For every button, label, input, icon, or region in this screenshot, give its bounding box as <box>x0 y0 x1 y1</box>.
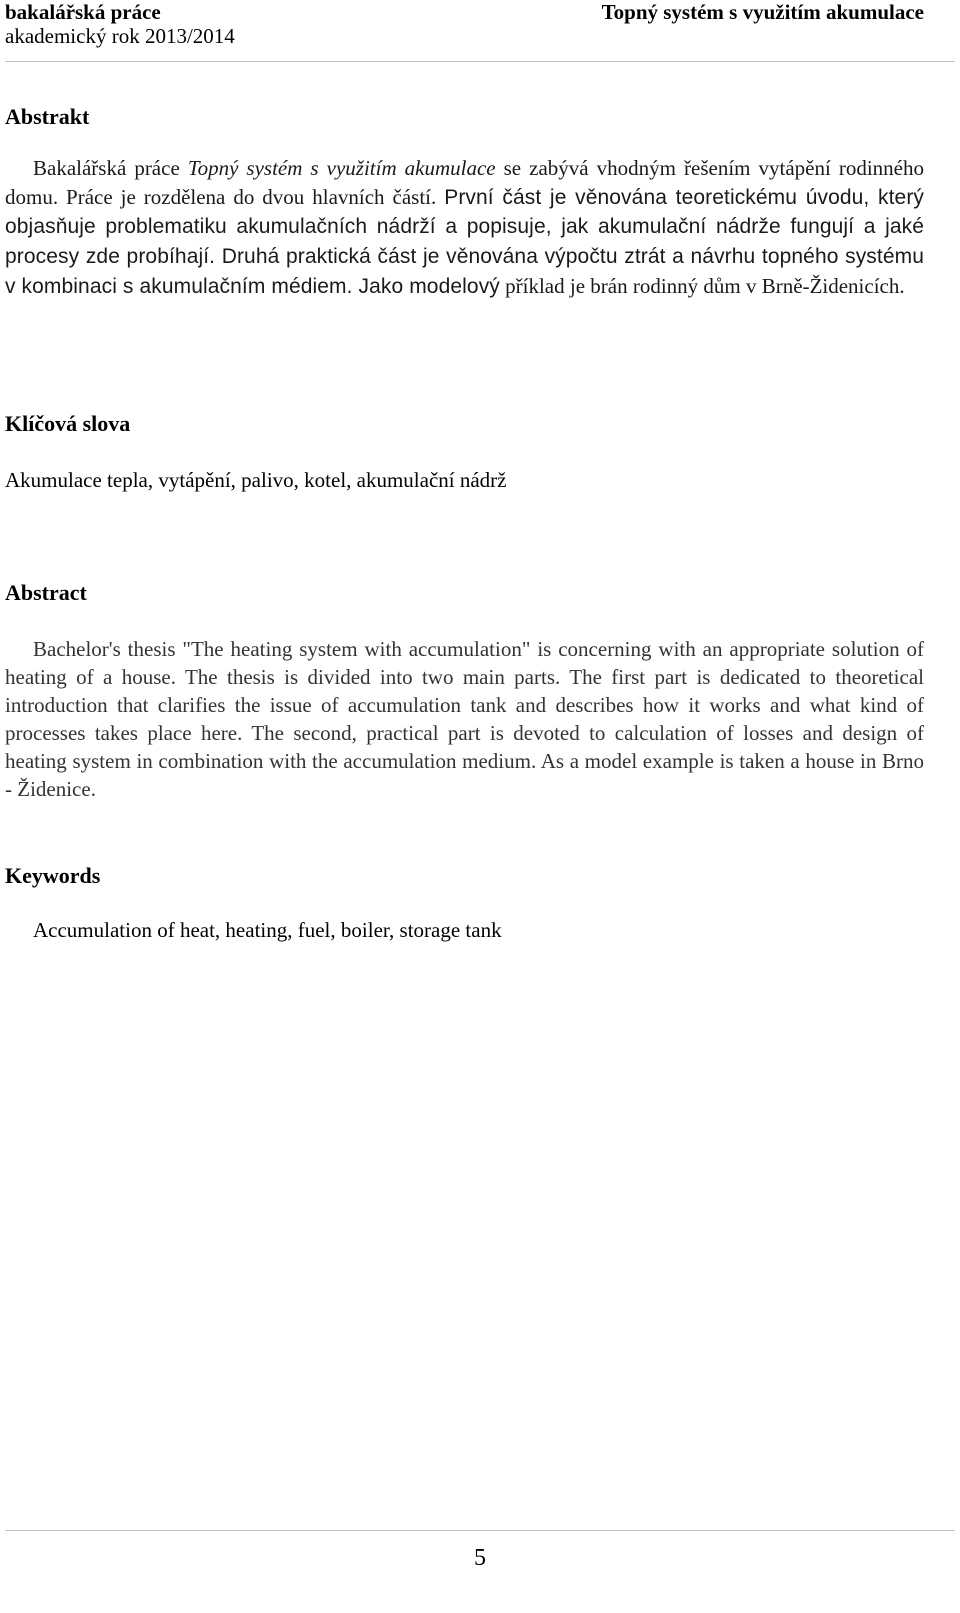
page-number: 5 <box>474 1545 486 1571</box>
abstrakt-paragraph <box>5 154 924 302</box>
abstrakt-lead: Bakalářská práce <box>33 156 188 180</box>
heading-abstrakt: Abstrakt <box>5 104 90 129</box>
header-divider <box>5 61 955 62</box>
klicova-slova-text: Akumulace tepla, vytápění, palivo, kotel, akumulační nádrž <box>5 468 507 492</box>
header-academic-year: akademický rok 2013/2014 <box>5 24 235 48</box>
abstrakt-text-part2: První část je věnována teoretickému úvodu, který objasňuje problematiku akumulačních nádrží a popisuje, jak akumulační nádrže fungují a jaké procesy zde probíhají. Druhá praktická část je věnována výpočtu ztrát a návrhu topného systému v kombinaci s akumulačním médiem. Jako modelový <box>5 185 925 298</box>
footer-divider <box>5 1530 955 1531</box>
abstract-paragraph <box>5 635 924 803</box>
abstrakt-text-part3: příklad je brán rodinný dům v Brně-Židenicích. <box>499 273 905 298</box>
header-thesis-title: Topný systém s využitím akumulace <box>601 0 924 24</box>
keywords-text: Accumulation of heat, heating, fuel, boiler, storage tank <box>33 918 502 942</box>
heading-abstract: Abstract <box>5 580 87 605</box>
abstract-text: Bachelor's thesis "The heating system with accumulation" is concerning with an appropriate solution of heating of a house. The thesis is divided into two main parts. The first part is dedicated to theoretical introduction that clarifies the issue of accumulation tank and describes how it works and what kind of processes takes place here. The second, practical part is devoted to calculation of losses and design of heating system in combination with the accumulation medium. As a model example is taken a house in Brno - Židenice. <box>5 637 924 801</box>
heading-keywords: Keywords <box>5 863 101 888</box>
heading-klicova-slova: Klíčová slova <box>5 411 131 436</box>
abstrakt-thesis-title: Topný systém s využitím akumulace <box>187 156 496 180</box>
header-document-type: bakalářská práce <box>5 0 161 24</box>
abstrakt-text-part1: se zabývá vhodným řešením vytápění rodinného domu. Práce je rozdělena do dvou hlavních částí. <box>5 156 924 209</box>
